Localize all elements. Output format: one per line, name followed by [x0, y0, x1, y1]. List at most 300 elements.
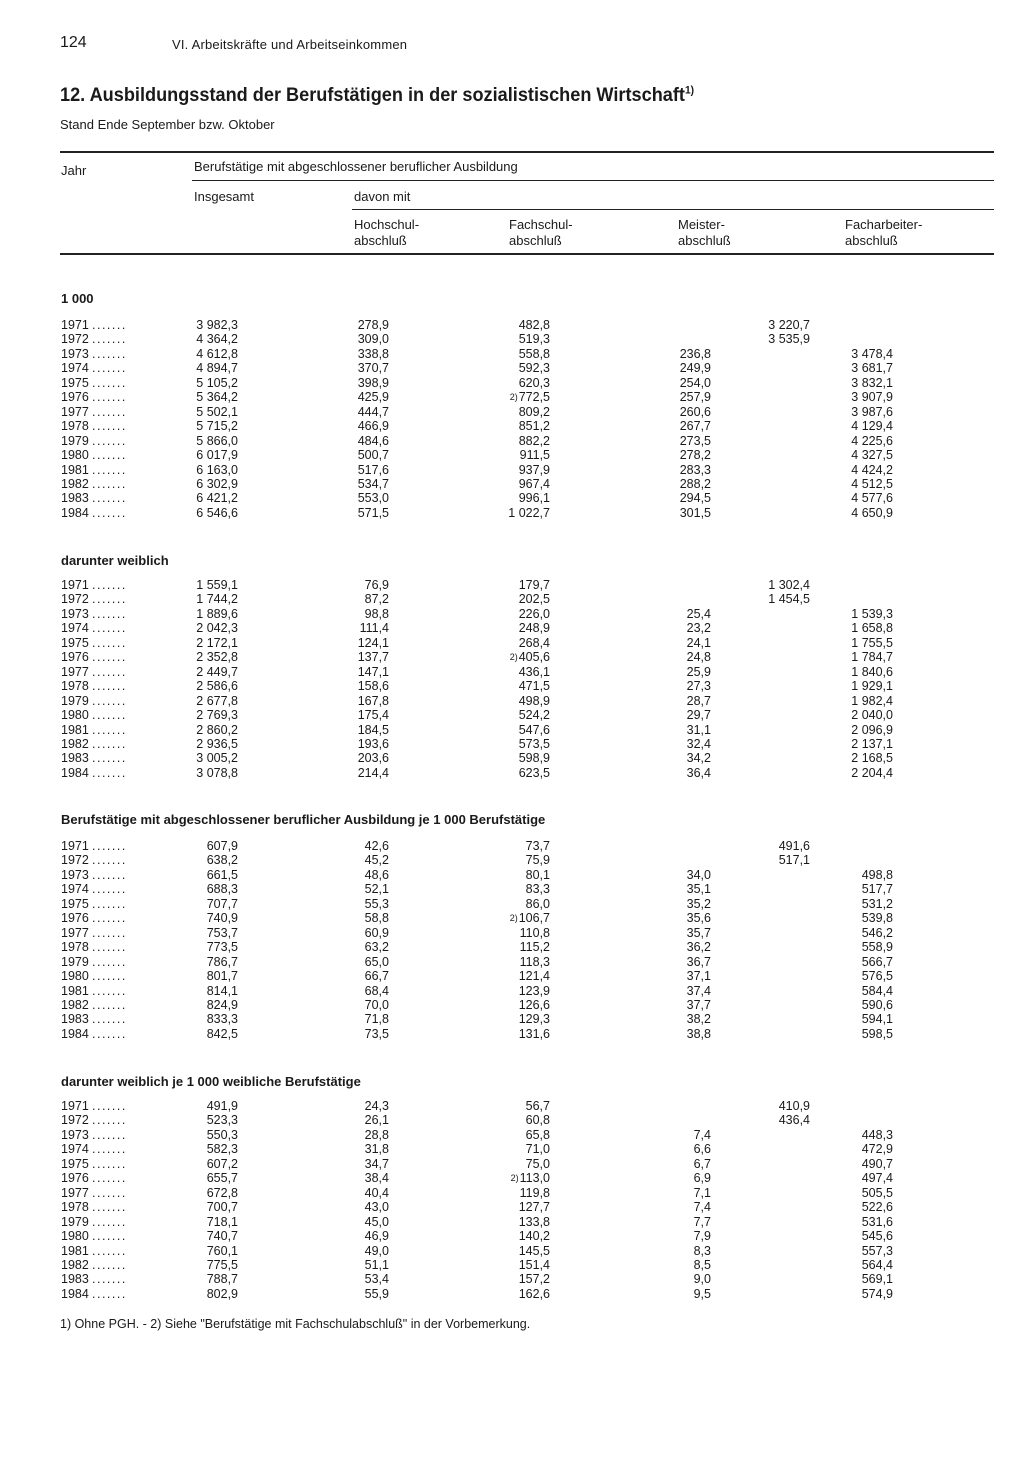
fachschul-cell [519, 463, 550, 478]
facharbeiter-cell: 2 096,9 [851, 722, 893, 737]
fachschul-cell [519, 984, 550, 999]
fachschul-value: 127,7 [518, 1200, 550, 1215]
year-cell: 1975 [61, 1156, 89, 1171]
year-cell: 1976 [61, 1171, 89, 1186]
meister-cell: 31,1 [686, 722, 711, 737]
fachschul-value: 86,0 [525, 896, 550, 911]
insgesamt-cell: 655,7 [206, 1171, 238, 1186]
insgesamt-cell: 5 502,1 [196, 404, 238, 419]
fachschul-value: 519,3 [518, 332, 550, 347]
year-cell: 1979 [61, 1214, 89, 1229]
fachschul-cell [520, 940, 550, 955]
insgesamt-cell: 740,7 [206, 1229, 238, 1244]
year-cell: 1975 [61, 375, 89, 390]
fachschul-cell [526, 853, 550, 868]
insgesamt-cell: 833,3 [206, 1012, 238, 1027]
facharbeiter-cell: 558,9 [861, 940, 893, 955]
year-cell: 1977 [61, 404, 89, 419]
year-cell: 1977 [61, 925, 89, 940]
header-davon-rule [352, 209, 994, 210]
section-title-weiblich: darunter weiblich [61, 553, 169, 568]
dot-leader: ....... [92, 1200, 127, 1215]
year-cell: 1971 [61, 1099, 89, 1113]
hochschul-cell: 68,4 [364, 983, 389, 998]
hochschul-cell: 43,0 [364, 1200, 389, 1215]
year-cell: 1978 [61, 419, 89, 434]
meister-line-2: abschluß [678, 233, 731, 248]
dot-leader: ....... [92, 621, 127, 636]
meister-cell: 7,4 [693, 1200, 711, 1215]
year-cell: 1972 [61, 853, 89, 868]
insgesamt-cell: 2 352,8 [196, 650, 238, 665]
facharbeiter-cell: 1 755,5 [851, 635, 893, 650]
insgesamt-cell: 842,5 [206, 1026, 238, 1041]
col-header-fachschul [509, 217, 573, 249]
table-row [0, 737, 1024, 752]
dot-leader: ....... [92, 853, 127, 868]
footnote-mark: 2) [509, 652, 518, 663]
meister-cell: 254,0 [679, 375, 711, 390]
facharbeiter-cell: 497,4 [861, 1171, 893, 1186]
dot-leader: ....... [92, 390, 127, 405]
fachschul-cell [508, 506, 550, 521]
hochschul-cell: 278,9 [357, 318, 389, 332]
facharbeiter-cell: 1 539,3 [851, 606, 893, 621]
meister-cell: 6,9 [693, 1171, 711, 1186]
meister-cell: 25,4 [686, 606, 711, 621]
header-group-rule [192, 180, 994, 181]
meister-cell: 278,2 [679, 448, 711, 463]
fachschul-cell [519, 347, 550, 362]
facharbeiter-cell: 517,1 [778, 853, 810, 868]
fachschul-value: 75,9 [525, 853, 550, 868]
insgesamt-cell: 773,5 [206, 940, 238, 955]
dot-leader: ....... [92, 679, 127, 694]
dot-leader: ....... [92, 404, 127, 419]
fachschul-cell [526, 868, 550, 883]
year-cell: 1983 [61, 1272, 89, 1287]
table-row [0, 955, 1024, 970]
insgesamt-cell: 582,3 [206, 1142, 238, 1157]
year-cell: 1981 [61, 722, 89, 737]
hochschul-cell: 58,8 [364, 911, 389, 926]
meister-cell: 35,7 [686, 925, 711, 940]
year-cell: 1976 [61, 650, 89, 665]
insgesamt-cell: 6 421,2 [196, 491, 238, 506]
hochschul-cell: 158,6 [357, 679, 389, 694]
facharbeiter-cell: 539,8 [861, 911, 893, 926]
fachschul-value: 140,2 [518, 1229, 550, 1244]
hochschul-cell: 52,1 [364, 882, 389, 897]
fachschul-cell [519, 751, 550, 766]
meister-cell: 283,3 [679, 462, 711, 477]
insgesamt-cell: 5 715,2 [196, 419, 238, 434]
fachschul-cell [519, 1287, 550, 1302]
hochschul-cell: 309,0 [357, 332, 389, 347]
meister-cell: 37,4 [686, 983, 711, 998]
facharbeiter-cell: 590,6 [861, 997, 893, 1012]
meister-cell: 23,2 [686, 621, 711, 636]
table-row [0, 318, 1024, 333]
fachschul-cell [519, 434, 550, 449]
year-cell: 1982 [61, 736, 89, 751]
dot-leader: ....... [92, 1156, 127, 1171]
fachschul-cell [510, 390, 550, 405]
hochschul-cell: 500,7 [357, 448, 389, 463]
fachschul-value: 123,9 [518, 983, 550, 998]
insgesamt-cell: 491,9 [206, 1099, 238, 1113]
year-cell: 1984 [61, 1286, 89, 1301]
fachschul-value: 126,6 [518, 997, 550, 1012]
fachschul-cell [519, 694, 550, 709]
dot-leader: ....... [92, 635, 127, 650]
meister-cell: 6,7 [693, 1156, 711, 1171]
fachschul-value: 65,8 [525, 1127, 550, 1142]
facharbeiter-cell: 3 681,7 [851, 361, 893, 376]
meister-cell: 6,6 [693, 1142, 711, 1157]
hochschul-cell: 55,3 [364, 896, 389, 911]
table-title-text: 12. Ausbildungsstand der Berufstätigen in der sozialistischen Wirtschaft [60, 84, 685, 106]
hochschul-cell: 45,0 [364, 1214, 389, 1229]
hochschul-cell: 444,7 [357, 404, 389, 419]
fachschul-value: 151,4 [518, 1257, 550, 1272]
facharbeiter-cell: 574,9 [861, 1286, 893, 1301]
meister-cell: 9,0 [693, 1272, 711, 1287]
year-cell: 1973 [61, 606, 89, 621]
fachschul-cell [510, 650, 550, 665]
meister-cell: 7,7 [693, 1214, 711, 1229]
hochschul-cell: 46,9 [364, 1229, 389, 1244]
fachschul-value: 967,4 [518, 476, 550, 491]
fachschul-value: 145,5 [518, 1243, 550, 1258]
table-row [0, 723, 1024, 738]
facharbeiter-cell: 3 832,1 [851, 375, 893, 390]
insgesamt-cell: 1 559,1 [196, 578, 238, 592]
fachschul-value: 113,0 [519, 1171, 550, 1186]
insgesamt-cell: 638,2 [206, 853, 238, 868]
fachschul-cell [526, 1128, 550, 1143]
fachschul-value: 482,8 [518, 318, 550, 332]
fachschul-cell [526, 839, 550, 854]
facharbeiter-cell: 4 577,6 [851, 491, 893, 506]
facharbeiter-line-2: abschluß [845, 233, 898, 248]
table-row [0, 405, 1024, 420]
insgesamt-cell: 786,7 [206, 954, 238, 969]
fachschul-value: 598,9 [518, 751, 550, 766]
fachschul-value: 179,7 [518, 578, 550, 592]
hochschul-cell: 167,8 [357, 693, 389, 708]
fachschul-value: 83,3 [525, 882, 550, 897]
fachschul-value: 119,8 [519, 1185, 550, 1200]
insgesamt-cell: 3 982,3 [196, 318, 238, 332]
facharbeiter-cell: 517,7 [861, 882, 893, 897]
table-row [0, 607, 1024, 622]
hochschul-cell: 26,1 [364, 1113, 389, 1128]
year-cell: 1984 [61, 1026, 89, 1041]
footnote-mark: 2) [509, 913, 518, 924]
fachschul-value: 911,5 [519, 448, 550, 463]
hochschul-cell: 73,5 [364, 1026, 389, 1041]
meister-cell: 257,9 [679, 390, 711, 405]
meister-cell: 288,2 [679, 476, 711, 491]
table-row [0, 1027, 1024, 1042]
fachschul-cell [519, 1027, 550, 1042]
year-cell: 1978 [61, 1200, 89, 1215]
table-row [0, 1258, 1024, 1273]
facharbeiter-cell: 2 168,5 [851, 751, 893, 766]
insgesamt-cell: 753,7 [206, 925, 238, 940]
dot-leader: ....... [92, 693, 127, 708]
fachschul-cell [519, 708, 550, 723]
section-title-1000: 1 000 [61, 291, 94, 306]
insgesamt-cell: 550,3 [206, 1127, 238, 1142]
table-row [0, 390, 1024, 405]
table-row [0, 679, 1024, 694]
table-row [0, 347, 1024, 362]
insgesamt-cell: 6 546,6 [196, 505, 238, 520]
footnote-mark: 2) [509, 392, 518, 403]
dot-leader: ....... [92, 419, 127, 434]
table-row [0, 853, 1024, 868]
facharbeiter-cell: 4 129,4 [851, 419, 893, 434]
hochschul-cell: 63,2 [364, 940, 389, 955]
table-title [60, 84, 694, 107]
dot-leader: ....... [92, 491, 127, 506]
facharbeiter-cell: 4 424,2 [851, 462, 893, 477]
facharbeiter-cell: 1 454,5 [768, 592, 810, 607]
dot-leader: ....... [92, 1012, 127, 1027]
title-footnote-mark: 1) [684, 84, 695, 97]
header-bottom-rule [60, 253, 994, 255]
fachschul-value: 248,9 [518, 621, 550, 636]
fachschul-value: 268,4 [518, 635, 550, 650]
dot-leader: ....... [92, 765, 127, 780]
fachschul-value: 121,4 [518, 969, 550, 984]
col-header-insgesamt: Insgesamt [194, 189, 254, 204]
insgesamt-cell: 661,5 [206, 867, 238, 882]
year-cell: 1981 [61, 1243, 89, 1258]
dot-leader: ....... [92, 1214, 127, 1229]
facharbeiter-cell: 1 302,4 [768, 578, 810, 592]
insgesamt-cell: 814,1 [206, 983, 238, 998]
meister-cell: 36,4 [686, 765, 711, 780]
hochschul-cell: 28,8 [364, 1127, 389, 1142]
insgesamt-cell: 2 172,1 [196, 635, 238, 650]
fachschul-value: 157,2 [518, 1272, 550, 1287]
dot-leader: ....... [92, 736, 127, 751]
meister-cell: 37,1 [686, 969, 711, 984]
facharbeiter-cell: 594,1 [861, 1012, 893, 1027]
year-cell: 1982 [61, 1257, 89, 1272]
facharbeiter-cell: 1 840,6 [851, 664, 893, 679]
facharbeiter-cell: 545,6 [861, 1229, 893, 1244]
table-row [0, 984, 1024, 999]
fachschul-line-2: abschluß [509, 233, 562, 248]
dot-leader: ....... [92, 1099, 127, 1113]
insgesamt-cell: 1 889,6 [196, 606, 238, 621]
fachschul-cell [519, 679, 550, 694]
fachschul-cell [519, 419, 550, 434]
insgesamt-cell: 607,9 [206, 839, 238, 853]
year-cell: 1971 [61, 318, 89, 332]
table-row [0, 434, 1024, 449]
table-row [0, 897, 1024, 912]
fachschul-cell [519, 737, 550, 752]
fachschul-value: 937,9 [518, 462, 550, 477]
table-row [0, 940, 1024, 955]
table-row [0, 1200, 1024, 1215]
facharbeiter-line-1: Facharbeiter- [845, 217, 923, 232]
year-cell: 1971 [61, 578, 89, 592]
hochschul-cell: 370,7 [357, 361, 389, 376]
insgesamt-cell: 3 078,8 [196, 765, 238, 780]
hochschul-cell: 48,6 [364, 867, 389, 882]
fachschul-value: 226,0 [518, 606, 550, 621]
col-header-davon: davon mit [354, 189, 411, 204]
facharbeiter-cell: 491,6 [778, 839, 810, 853]
hochschul-cell: 425,9 [357, 390, 389, 405]
facharbeiter-cell: 472,9 [861, 1142, 893, 1157]
table-subtitle: Stand Ende September bzw. Oktober [60, 117, 275, 132]
table-row [0, 1215, 1024, 1230]
facharbeiter-cell: 584,4 [861, 983, 893, 998]
fachschul-cell [526, 1113, 550, 1128]
fachschul-cell [510, 911, 550, 926]
table-row [0, 1171, 1024, 1186]
facharbeiter-cell: 436,4 [778, 1113, 810, 1128]
table-row [0, 578, 1024, 593]
year-cell: 1983 [61, 751, 89, 766]
year-cell: 1976 [61, 390, 89, 405]
fachschul-value: 131,6 [518, 1026, 550, 1041]
table-row [0, 766, 1024, 781]
table-row [0, 911, 1024, 926]
fachschul-value: 547,6 [518, 722, 550, 737]
table-row [0, 1272, 1024, 1287]
hochschul-cell: 40,4 [364, 1185, 389, 1200]
dot-leader: ....... [92, 1026, 127, 1041]
meister-cell: 29,7 [686, 708, 711, 723]
facharbeiter-cell: 598,5 [861, 1026, 893, 1041]
meister-cell: 35,2 [686, 896, 711, 911]
meister-cell: 249,9 [679, 361, 711, 376]
meister-cell: 38,8 [686, 1026, 711, 1041]
table-row [0, 636, 1024, 651]
fachschul-value: 573,5 [518, 736, 550, 751]
insgesamt-cell: 707,7 [206, 896, 238, 911]
meister-cell: 8,3 [693, 1243, 711, 1258]
fachschul-cell [519, 578, 550, 593]
facharbeiter-cell: 531,6 [861, 1214, 893, 1229]
hochschul-cell: 55,9 [364, 1286, 389, 1301]
dot-leader: ....... [92, 867, 127, 882]
meister-cell: 7,9 [693, 1229, 711, 1244]
meister-cell: 25,9 [686, 664, 711, 679]
hochschul-cell: 87,2 [364, 592, 389, 607]
fachschul-cell [519, 1272, 550, 1287]
fachschul-value: 772,5 [518, 390, 550, 405]
hochschul-cell: 76,9 [364, 578, 389, 592]
table-row [0, 1244, 1024, 1259]
year-cell: 1979 [61, 954, 89, 969]
table-row [0, 332, 1024, 347]
insgesamt-cell: 6 163,0 [196, 462, 238, 477]
insgesamt-cell: 4 364,2 [196, 332, 238, 347]
chapter-heading: VI. Arbeitskräfte und Arbeitseinkommen [172, 37, 408, 52]
year-cell: 1973 [61, 346, 89, 361]
hochschul-cell: 137,7 [357, 650, 389, 665]
year-cell: 1973 [61, 1127, 89, 1142]
dot-leader: ....... [92, 1185, 127, 1200]
fachschul-cell [519, 636, 550, 651]
meister-cell: 236,8 [679, 346, 711, 361]
fachschul-value: 80,1 [525, 867, 550, 882]
hochschul-cell: 60,9 [364, 925, 389, 940]
meister-cell: 34,2 [686, 751, 711, 766]
table-row [0, 1229, 1024, 1244]
meister-cell: 9,5 [693, 1286, 711, 1301]
meister-cell: 260,6 [679, 404, 711, 419]
col-header-facharbeiter [845, 217, 922, 249]
meister-cell: 301,5 [679, 505, 711, 520]
insgesamt-cell: 523,3 [206, 1113, 238, 1128]
table-row [0, 1099, 1024, 1114]
meister-cell: 32,4 [686, 736, 711, 751]
col-header-jahr: Jahr [61, 163, 87, 178]
insgesamt-cell: 788,7 [206, 1272, 238, 1287]
hochschul-cell: 51,1 [364, 1257, 389, 1272]
fachschul-cell [511, 1171, 550, 1186]
hochschul-cell: 42,6 [364, 839, 389, 853]
fachschul-value: 623,5 [518, 765, 550, 780]
fachschul-value: 809,2 [518, 404, 550, 419]
insgesamt-cell: 672,8 [206, 1185, 238, 1200]
table-row [0, 1128, 1024, 1143]
insgesamt-cell: 718,1 [206, 1214, 238, 1229]
fachschul-cell [519, 376, 550, 391]
insgesamt-cell: 801,7 [206, 969, 238, 984]
hochschul-cell: 571,5 [357, 505, 389, 520]
table-row [0, 650, 1024, 665]
year-cell: 1983 [61, 1012, 89, 1027]
dot-leader: ....... [92, 997, 127, 1012]
table-row [0, 868, 1024, 883]
insgesamt-cell: 740,9 [206, 911, 238, 926]
year-cell: 1975 [61, 635, 89, 650]
fachschul-cell [519, 998, 550, 1013]
dot-leader: ....... [92, 1171, 127, 1186]
fachschul-cell [519, 1215, 550, 1230]
table-row [0, 1113, 1024, 1128]
dot-leader: ....... [92, 346, 127, 361]
hochschul-cell: 184,5 [357, 722, 389, 737]
table-row [0, 621, 1024, 636]
dot-leader: ....... [92, 839, 127, 853]
dot-leader: ....... [92, 1142, 127, 1157]
meister-cell: 7,4 [693, 1127, 711, 1142]
facharbeiter-cell: 576,5 [861, 969, 893, 984]
hochschul-cell: 71,8 [364, 1012, 389, 1027]
insgesamt-cell: 2 769,3 [196, 708, 238, 723]
facharbeiter-cell: 522,6 [861, 1200, 893, 1215]
facharbeiter-cell: 2 040,0 [851, 708, 893, 723]
fachschul-cell [519, 607, 550, 622]
footnote: 1) Ohne PGH. - 2) Siehe "Berufstätige mit Fachschulabschluß" in der Vorbemerkung. [60, 1317, 531, 1331]
fachschul-cell [519, 1012, 550, 1027]
fachschul-value: 115,2 [519, 940, 550, 955]
fachschul-cell [519, 405, 550, 420]
dot-leader: ....... [92, 1272, 127, 1287]
